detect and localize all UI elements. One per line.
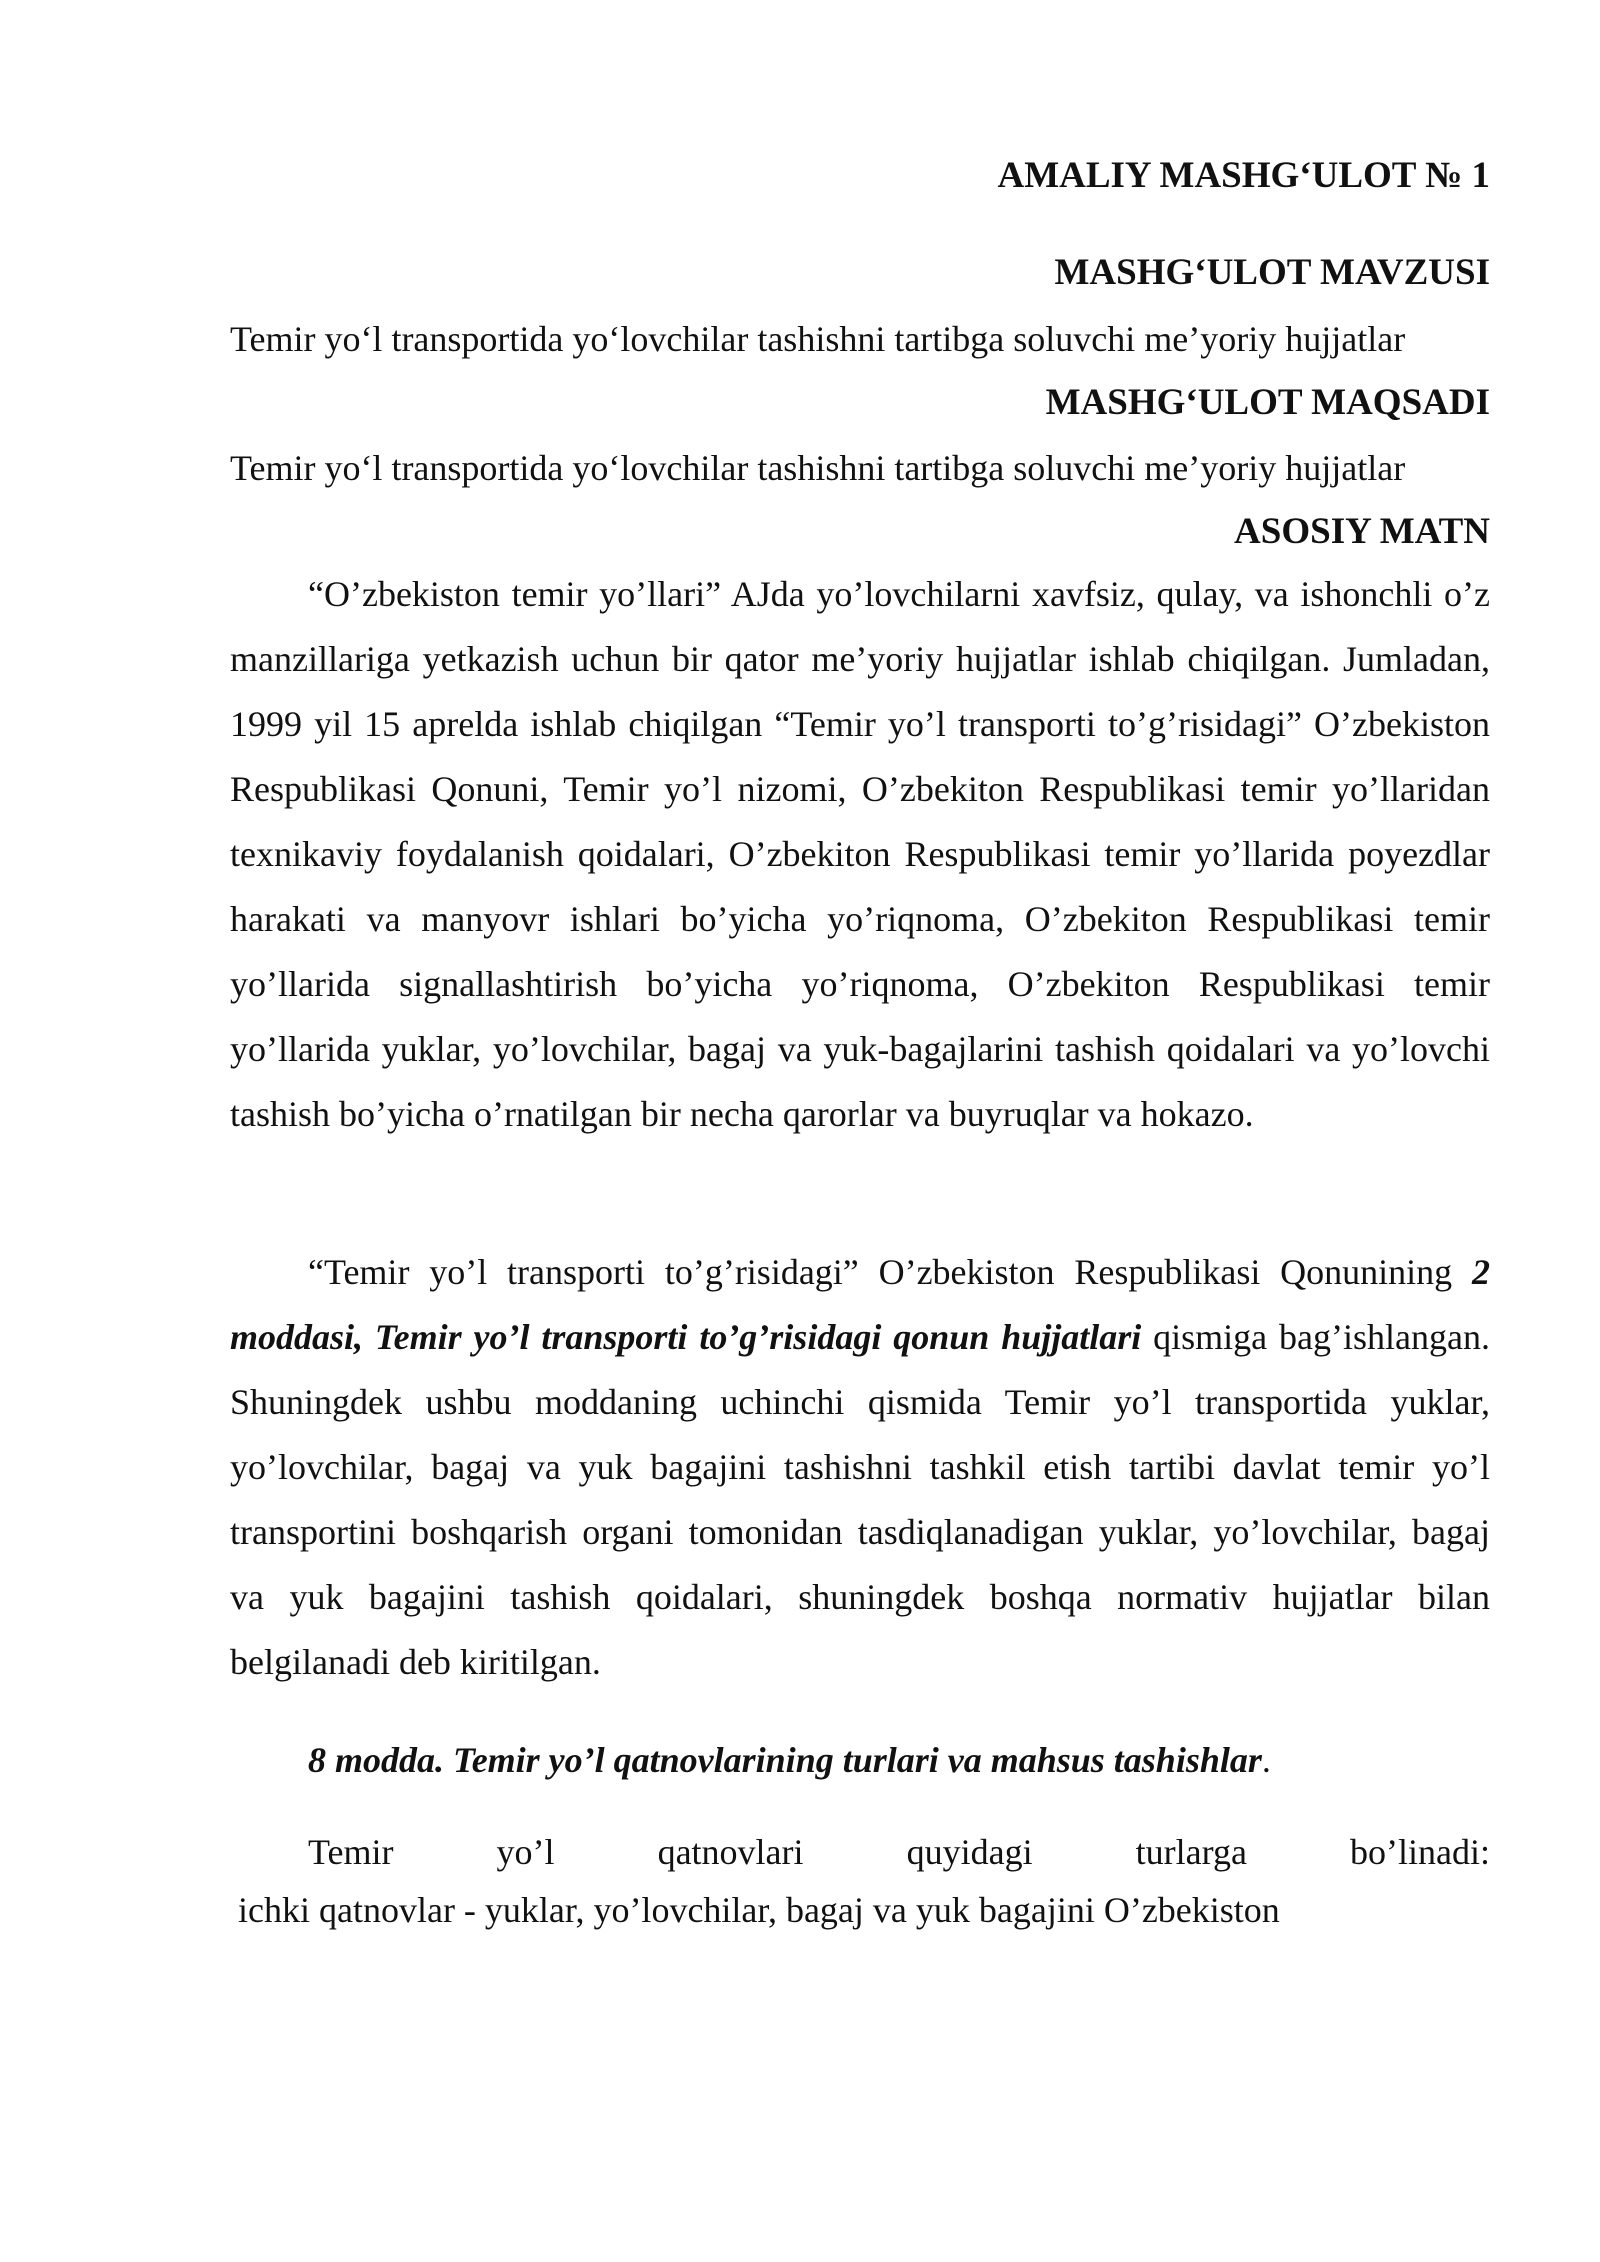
spread-word: yo’l: [496, 1832, 555, 1872]
paragraph-1: “O’zbekiston temir yo’llari” AJda yo’lovchilarni xavfsiz, qulay, va ishonchli o’z manzillariga yetkazish uchun bir qator me’yoriy hujjatlar ishlab chiqilgan. Jumladan, 1999 yil 15 aprelda ishlab chiqilgan “Temir yo’l transporti to’g’risidagi” O’zbekiston Respublikasi Qonuni, Temir yo’l nizomi, O’zbekiton Respublikasi temir yo’llaridan texnikaviy foydalanish qoidalari, O’zbekiton Respublikasi temir yo’llarida poyezdlar harakati va manyovr ishlari bo’yicha yo’riqnoma, O’zbekiton Respublikasi temir yo’llarida signallashtirish bo’yicha yo’riqnoma, O’zbekiton Respublikasi temir yo’llarida yuklar, yo’lovchilar, bagaj va yuk-bagajlarini tashish qoidalari va yo’lovchi tashish bo’yicha o’rnatilgan bir necha qarorlar va buyruqlar va hokazo.: [230, 574, 1490, 1134]
paragraph-2-bold: 2 moddasi, Temir yo’l transporti to’g’risidagi qonun hujjatlari: [230, 1252, 1490, 1357]
spread-word: turlarga: [1135, 1832, 1247, 1872]
spread-line: [308, 1830, 1490, 1874]
topic-text: Temir yo‘l transportida yo‘lovchilar tashishni tartibga soluvchi me’yoriy hujjatlar: [230, 319, 1406, 359]
goal-text: Temir yo‘l transportida yo‘lovchilar tashishni tartibga soluvchi me’yoriy hujjatlar: [230, 448, 1406, 488]
spread-word: quyidagi: [906, 1832, 1033, 1872]
paragraph-2-end: qismiga bag’ishlangan. Shuningdek ushbu moddaning uchinchi qismida Temir yo’l transportida yuklar, yo’lovchilar, bagaj va yuk bagajini tashishni tashkil etish tartibi davlat temir yo’l transportini boshqarish organi tomonidan tasdiqlanadigan yuklar, yo’lovchilar, bagaj va yuk bagajini tashish qoidalari, shuningdek boshqa normativ hujjatlar bilan belgilanadi deb kiritilgan.: [230, 1317, 1490, 1682]
topic-heading: MASHG‘ULOT MAVZUSI: [1054, 252, 1490, 293]
main-heading: ASOSIY MATN: [1234, 511, 1490, 552]
article-8-title-text: 8 modda. Temir yo’l qatnovlarining turlari va mahsus tashishlar: [308, 1740, 1262, 1780]
paragraph-2: [230, 1240, 1490, 1695]
goal-heading: MASHG‘ULOT MAQSADI: [1045, 382, 1490, 423]
article-8-title-dot: .: [1261, 1740, 1271, 1780]
spread-word: qatnovlari: [657, 1832, 804, 1872]
article-8-title: [308, 1738, 1271, 1782]
document-title: AMALIY MASHG‘ULOT № 1: [997, 155, 1490, 196]
paragraph-2-start: “Temir yo’l transporti to’g’risidagi” O’zbekiston Respublikasi Qonunining: [308, 1252, 1472, 1292]
last-line: ichki qatnovlar - yuklar, yo’lovchilar, bagaj va yuk bagajini O’zbekiston: [238, 1890, 1280, 1930]
spread-word: Temir: [308, 1832, 394, 1872]
spread-word: bo’linadi:: [1350, 1832, 1490, 1872]
